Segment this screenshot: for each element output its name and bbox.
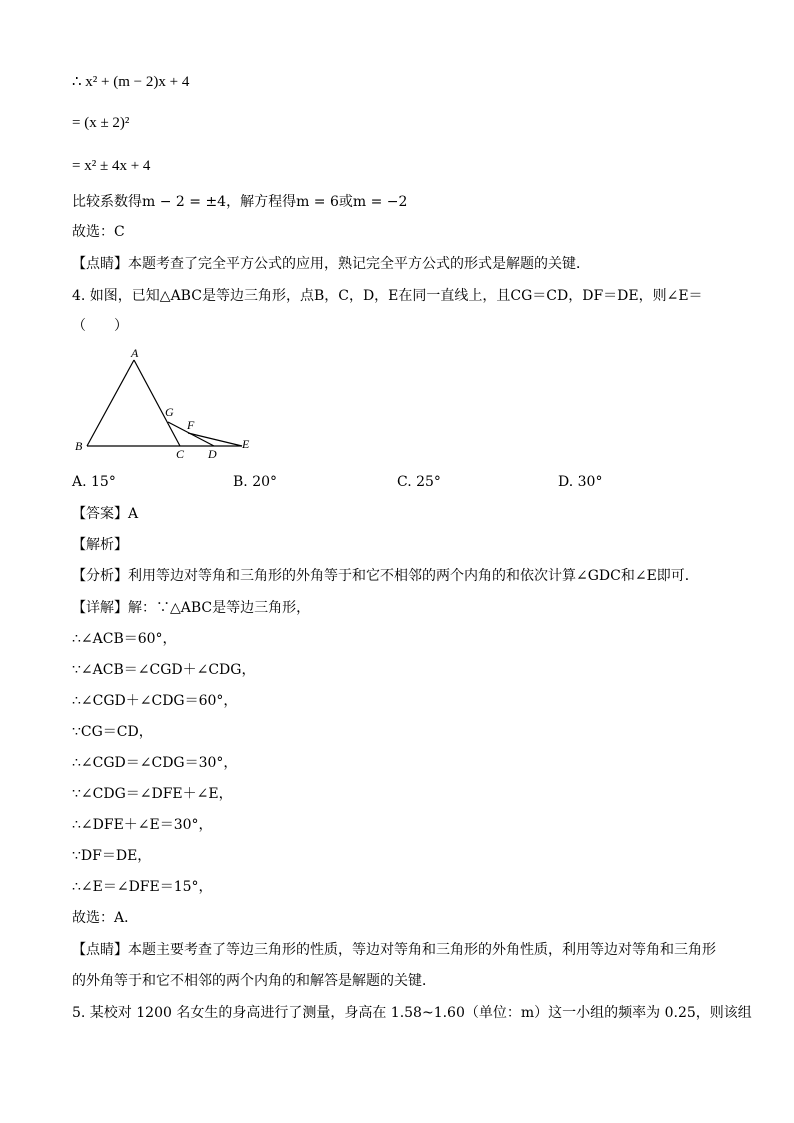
solution-step-3: ∵∠ACB＝∠CGD＋∠CDG， [72,662,256,678]
q3-choice: 故选：C [72,224,125,240]
side-ab [87,360,134,446]
q4-blank: （ ） [72,318,128,334]
solution-step-2: ∴∠ACB＝60°， [72,631,177,647]
solution-step-6: ∴∠CGD＝∠CDG＝30°， [72,755,238,771]
label-c: C [176,447,185,461]
q4-analysis: 【分析】利用等边对等角和三角形的外角等于和它不相邻的两个内角的和依次计算∠GDC和∠E即可． [72,568,699,584]
q4-note-line-2: 的外角等于和它不相邻的两个内角的和解答是解题的关键． [72,973,436,989]
label-f: F [187,418,195,432]
q4-stem: 4. 如图，已知△ABC是等边三角形，点B，C，D，E在同一直线上，且CG＝CD，DF＝DE，则∠E＝ [72,288,703,304]
option-b: B. 20° [233,474,278,490]
solution-step-7: ∵∠CDG＝∠DFE＋∠E， [72,786,233,802]
label-g: G [165,405,174,419]
expansion-line-2: = (x ± 2)² [72,115,130,131]
q3-note: 【点睛】本题考查了完全平方公式的应用，熟记完全平方公式的形式是解题的关键． [72,256,590,272]
solution-step-9: ∵DF＝DE， [72,848,152,864]
side-ac [134,360,180,446]
label-e: E [242,437,250,451]
q5-stem: 5. 某校对 1200 名女生的身高进行了测量，身高在 1.58~1.60（单位：m）这一小组的频率为 0.25，则该组 [72,1005,752,1021]
solution-step-1: 【详解】解：∵△ABC是等边三角形， [72,600,311,616]
q4-answer: 【答案】A [72,506,139,522]
coefficient-comparison: 比较系数得m − 2 = ±4，解方程得m = 6或m = −2 [72,194,408,210]
label-a: A [131,346,139,360]
solution-step-4: ∴∠CGD＋∠CDG＝60°， [72,693,238,709]
option-a: A. 15° [72,474,116,490]
triangle-figure [72,344,262,462]
solution-step-8: ∴∠DFE＋∠E＝30°， [72,817,213,833]
solution-step-10: ∴∠E＝∠DFE＝15°， [72,879,213,895]
expansion-line-3: = x² ± 4x + 4 [72,158,151,174]
label-d: D [208,447,217,461]
solution-step-5: ∵CG＝CD， [72,724,153,740]
option-d: D. 30° [558,474,603,490]
q4-note-line-1: 【点睛】本题主要考查了等边三角形的性质，等边对等角和三角形的外角性质，利用等边对等角和三角形 [72,942,716,958]
q4-jiexi: 【解析】 [72,537,128,553]
label-b: B [75,439,83,453]
segment-fe [188,433,242,446]
q4-choice: 故选：A． [72,910,139,926]
expansion-line-1: ∴ x² + (m − 2)x + 4 [72,74,190,90]
option-c: C. 25° [397,474,441,490]
